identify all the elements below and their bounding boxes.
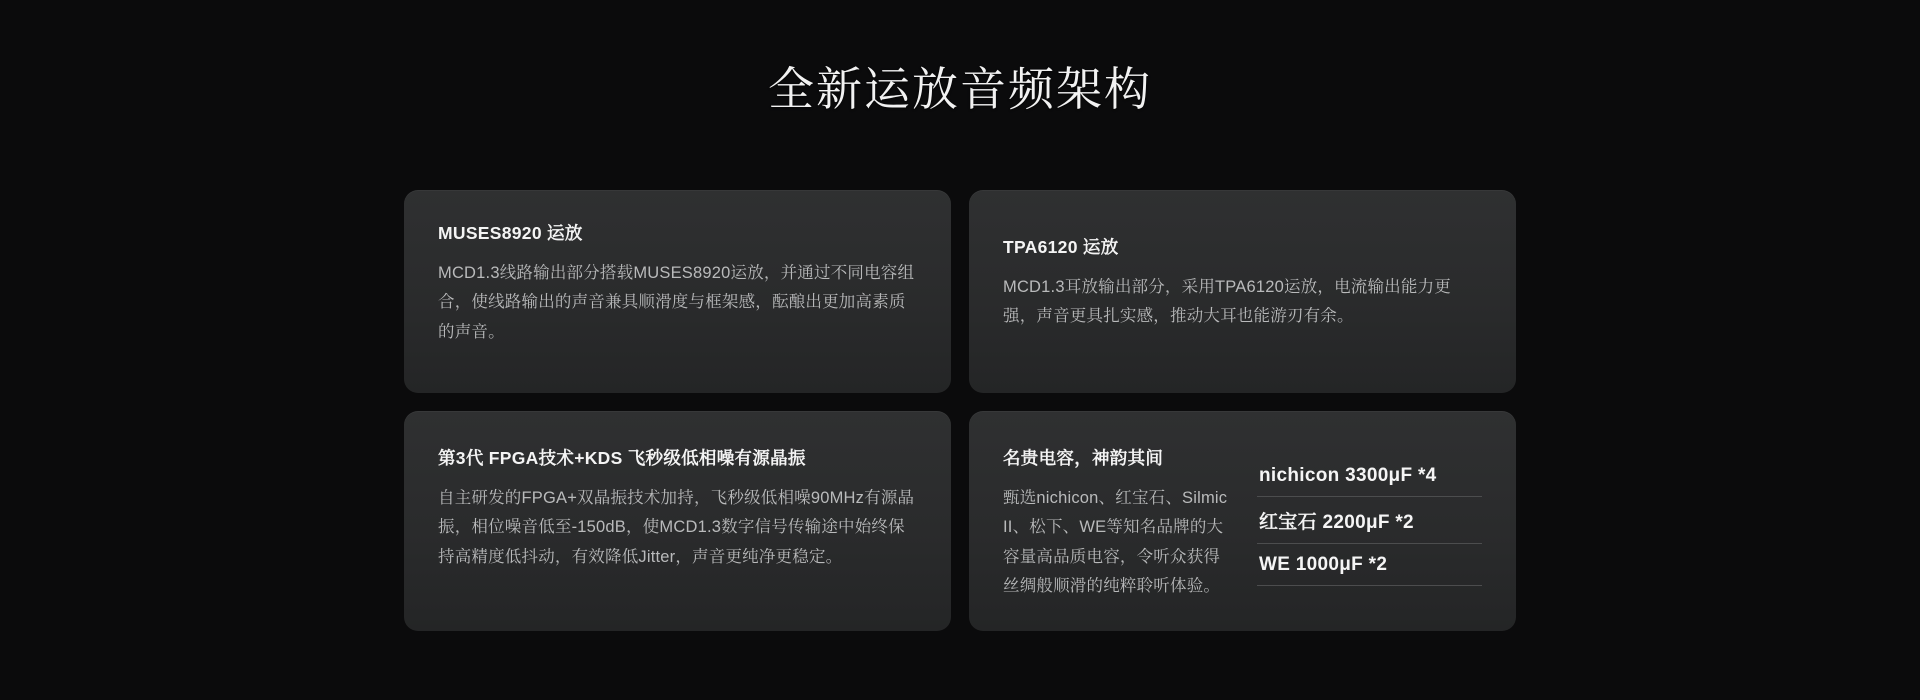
card-title: MUSES8920 运放 <box>438 223 583 243</box>
card-body: 甄选nichicon、红宝石、Silmic II、松下、WE等知名品牌的大容量高品质电容，令听众获得丝绸般顺滑的纯粹聆听体验。 <box>1003 489 1228 596</box>
feature-card-grid <box>404 190 1516 631</box>
card-title: 名贵电容，神韵其间 <box>1003 448 1164 468</box>
list-item: WE 1000μF *2 <box>1257 544 1482 586</box>
feature-card-tpa6120 <box>969 190 1516 393</box>
page-title: 全新运放音频架构 <box>768 63 1152 115</box>
list-item: nichicon 3300μF *4 <box>1257 459 1482 497</box>
card-body: MCD1.3线路输出部分搭载MUSES8920运放，并通过不同电容组合，使线路输出的声音兼具顺滑度与框架感，酝酿出更加高素质的声音。 <box>438 264 915 341</box>
card-body: 自主研发的FPGA+双晶振技术加持，飞秒级低相噪90MHz有源晶振，相位噪音低至-150dB，使MCD1.3数字信号传输途中始终保持高精度低抖动，有效降低Jitter，声音更纯净更稳定。 <box>438 489 915 566</box>
feature-card-capacitors <box>969 411 1516 631</box>
card-body: MCD1.3耳放输出部分，采用TPA6120运放，电流输出能力更强，声音更具扎实感，推动大耳也能游刃有余。 <box>1003 278 1451 326</box>
card-text-column <box>1003 445 1235 601</box>
card-title: 第3代 FPGA技术+KDS 飞秒级低相噪有源晶振 <box>438 448 806 468</box>
card-title: TPA6120 运放 <box>1003 237 1119 257</box>
capacitor-spec-list <box>1251 445 1482 601</box>
feature-card-fpga-kds <box>404 411 951 631</box>
card-inner <box>1003 445 1482 601</box>
feature-card-muses8920 <box>404 190 951 393</box>
list-item: 红宝石 2200μF *2 <box>1257 497 1482 544</box>
